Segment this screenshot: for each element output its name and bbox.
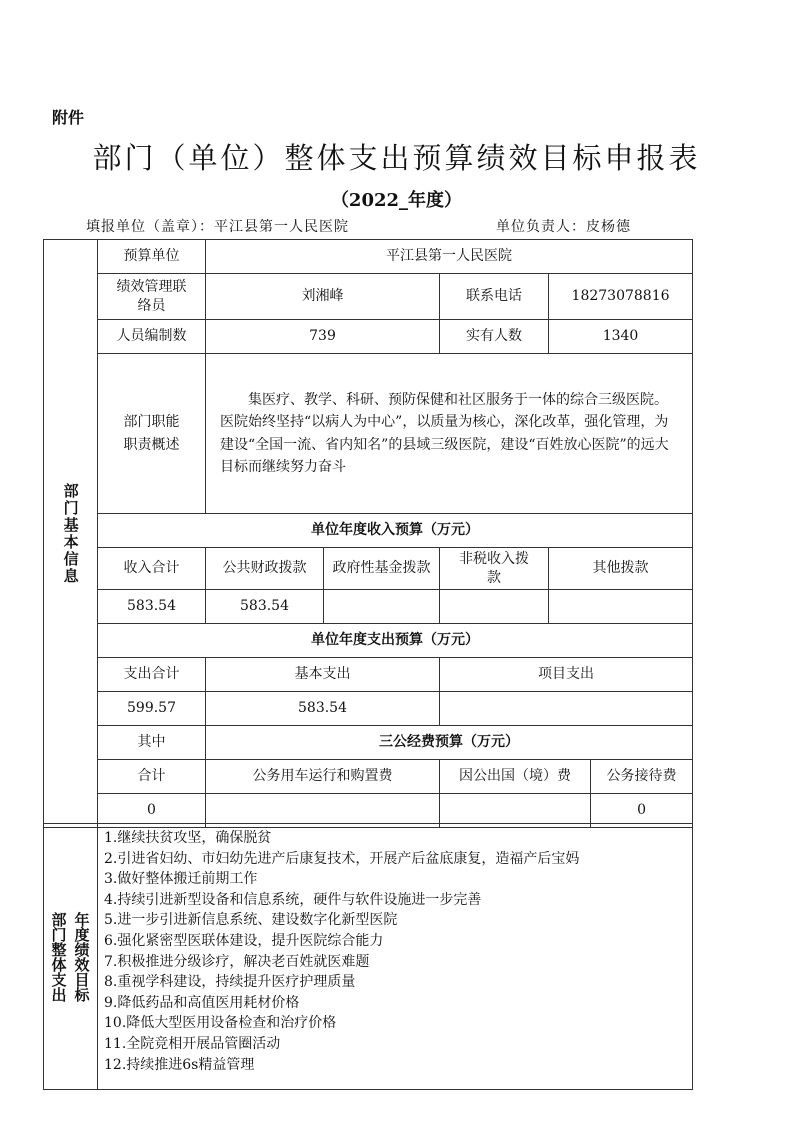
goals-list (98, 824, 693, 1090)
year-subtitle: （2022_年度） (330, 190, 463, 211)
goal-item: 3.做好整体搬迁前期工作 (104, 871, 258, 888)
three-public-header: 合计 (98, 760, 206, 794)
income-header: 收入合计 (98, 548, 206, 590)
actual-value: 1340 (549, 320, 693, 354)
staff-value: 739 (206, 320, 440, 354)
three-public-header: 公务接待费 (591, 760, 693, 794)
budget-unit-label: 预算单位 (98, 240, 206, 274)
goal-item: 5.进一步引进新信息系统、建设数字化新型医院 (104, 912, 398, 929)
phone-label: 联系电话 (440, 274, 549, 320)
fill-unit: 填报单位（盖章）：平江县第一人民医院 (86, 219, 349, 235)
goal-item: 10.降低大型医用设备检查和治疗价格 (104, 1015, 337, 1032)
among-label: 其中 (98, 726, 206, 760)
actual-label: 实有人数 (440, 320, 549, 354)
income-header: 政府性基金拨款 (324, 548, 440, 590)
duty-label: 部门职能职责概述 (98, 354, 206, 514)
income-value: 583.54 (206, 590, 324, 624)
contact-label: 绩效管理联络员 (98, 274, 206, 320)
goal-item: 11.全院竞相开展品管圈活动 (104, 1035, 281, 1052)
three-public-header: 公务用车运行和购置费 (206, 760, 440, 794)
income-heading: 单位年度收入预算（万元） (98, 514, 693, 548)
basic-info-table (43, 239, 693, 828)
expense-value (440, 692, 693, 726)
expense-header: 基本支出 (206, 658, 440, 692)
goal-item: 2.引进省妇幼、市妇幼先进产后康复技术，开展产后盆底康复，造福产后宝妈 (104, 850, 580, 867)
three-public-heading: 三公经费预算（万元） (206, 726, 693, 760)
income-header: 其他拨款 (549, 548, 693, 590)
goal-item: 6.强化紧密型医联体建设，提升医院综合能力 (104, 932, 384, 949)
expense-heading: 单位年度支出预算（万元） (98, 624, 693, 658)
section-label-goals: 年度绩效目标 部门整体支出 (44, 824, 98, 1090)
income-header: 公共财政拨款 (206, 548, 324, 590)
expense-value: 599.57 (98, 692, 206, 726)
income-header: 非税收入拨款 (440, 548, 549, 590)
three-public-value: 0 (98, 794, 206, 828)
attachment-label: 附件 (52, 108, 85, 127)
contact-value: 刘湘峰 (206, 274, 440, 320)
goals-table (43, 823, 693, 1090)
goal-item: 12.持续推进6s精益管理 (104, 1056, 255, 1073)
three-public-header: 因公出国（境）费 (440, 760, 591, 794)
goal-item: 4.持续引进新型设备和信息系统，硬件与软件设施进一步完善 (104, 891, 482, 908)
income-value (549, 590, 693, 624)
income-value (324, 590, 440, 624)
goal-item: 8.重视学科建设，持续提升医疗护理质量 (104, 974, 356, 991)
income-value (440, 590, 549, 624)
three-public-value: 0 (591, 794, 693, 828)
expense-value: 583.54 (206, 692, 440, 726)
page-title: 部门（单位）整体支出预算绩效目标申报表 (92, 141, 701, 175)
expense-header: 支出合计 (98, 658, 206, 692)
goal-item: 1.继续扶贫攻坚，确保脱贫 (104, 830, 272, 846)
phone-value: 18273078816 (549, 274, 693, 320)
income-value: 583.54 (98, 590, 206, 624)
budget-unit-value: 平江县第一人民医院 (206, 240, 693, 274)
expense-header: 项目支出 (440, 658, 693, 692)
duty-text: 集医疗、教学、科研、预防保健和社区服务于一体的综合三级医院。医院始终坚持“以病人为中心”，以质量为核心，深化改革，强化管理，为建设“全国一流、省内知名”的县域三级医院，建设“百姓放心医院”的远大目标而继续努力奋斗 (206, 354, 693, 514)
goal-item: 9.降低药品和高值医用耗材价格 (104, 994, 300, 1011)
unit-head: 单位负责人：皮杨德 (496, 219, 631, 235)
goal-item: 7.积极推进分级诊疗，解决老百姓就医难题 (104, 953, 370, 970)
staff-label: 人员编制数 (98, 320, 206, 354)
section-label-basic: 部门基本信息 (44, 240, 98, 828)
